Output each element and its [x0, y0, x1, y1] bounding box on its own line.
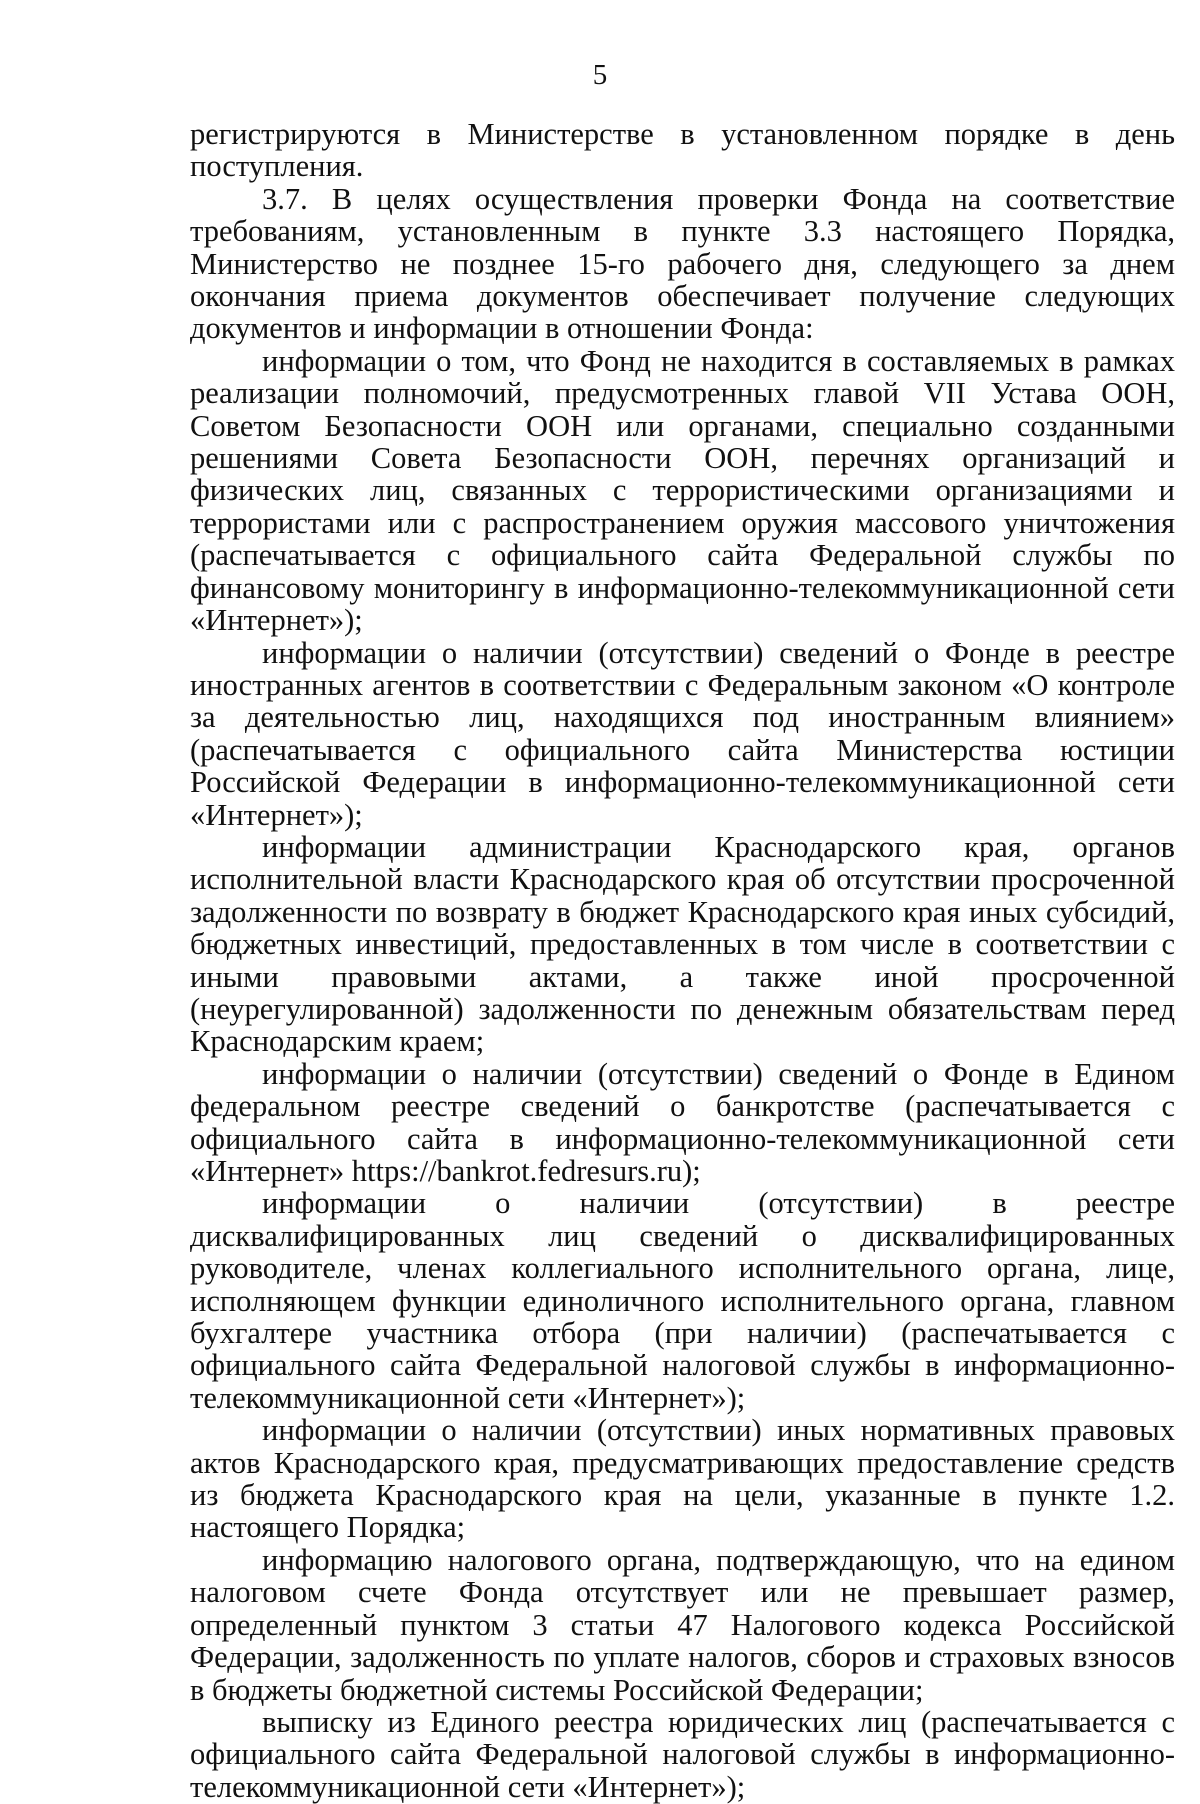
- paragraph-item: информации о наличии (отсутствии) иных нормативных правовых актов Краснодарского края, предусматривающих предоставление средств из бюджета Краснодарского края на цели, указанные в пункте 1.2. настоящего Порядка;: [190, 1413, 1175, 1545]
- paragraph-item: информации о наличии (отсутствии) сведений о Фонде в реестре иностранных агентов в соответствии с Федеральным законом «О контроле за деятельностью лиц, находящихся под иностранным влиянием» (распечатывается с официального сайта Министерства юстиции Российской Федерации в информационно-телекоммуникационной сети «Интернет»);: [190, 635, 1175, 832]
- paragraph-clause-3-7: 3.7. В целях осуществления проверки Фонда на соответствие требованиям, установленным в пункте 3.3 настоящего Порядка, Министерство не позднее 15-го рабочего дня, следующего за днем окончания приема документов обеспечивает получение следующих документов и информации в отношении Фонда:: [190, 181, 1175, 346]
- paragraph-item: информации администрации Краснодарского края, органов исполнительной власти Краснодарского края об отсутствии просроченной задолженности по возврату в бюджет Краснодарского края иных субсидий, бюджетных инвестиций, предоставленных в том числе в соответствии с иными правовыми актами, а также иной просроченной (неурегулированной) задолженности по денежным обязательствам перед Краснодарским краем;: [190, 829, 1175, 1059]
- page-number: 5: [592, 59, 608, 91]
- paragraph-item: информации о том, что Фонд не находится в составляемых в рамках реализации полномочий, предусмотренных главой VII Устава ООН, Советом Безопасности ООН или органами, специально созданными решениями Совета Безопасности ООН, перечнях организаций и физических лиц, связанных с террористическими организациями и террористами или с распространением оружия массового уничтожения (распечатывается с официального сайта Федеральной службы по финансовому мониторингу в информационно-телекоммуникационной сети «Интернет»);: [190, 343, 1175, 638]
- paragraph-item: выписку из Единого реестра юридических лиц (распечатывается с официального сайта Федеральной налоговой службы в информационно-телекоммуникационной сети «Интернет»);: [190, 1704, 1175, 1804]
- document-body: [190, 118, 1175, 1803]
- paragraph-continuation: регистрируются в Министерстве в установленном порядке в день поступления.: [190, 117, 1175, 184]
- paragraph-item: информации о наличии (отсутствии) в реестре дисквалифицированных лиц сведений о дисквалифицированных руководителе, членах коллегиального исполнительного органа, лице, исполняющем функции единоличного исполнительного органа, главном бухгалтере участника отбора (при наличии) (распечатывается с официального сайта Федеральной налоговой службы в информационно-телекоммуникационной сети «Интернет»);: [190, 1186, 1175, 1415]
- paragraph-item: информации о наличии (отсутствии) сведений о Фонде в Едином федеральном реестре сведений о банкротстве (распечатывается с официального сайта в информационно-телекоммуникационной сети «Интернет» https://bankrot.fedresurs.ru);: [190, 1056, 1175, 1188]
- paragraph-item: информацию налогового органа, подтверждающую, что на едином налоговом счете Фонда отсутствует или не превышает размер, определенный пунктом 3 статьи 47 Налогового кодекса Российской Федерации, задолженность по уплате налогов, сборов и страховых взносов в бюджеты бюджетной системы Российской Федерации;: [190, 1542, 1175, 1707]
